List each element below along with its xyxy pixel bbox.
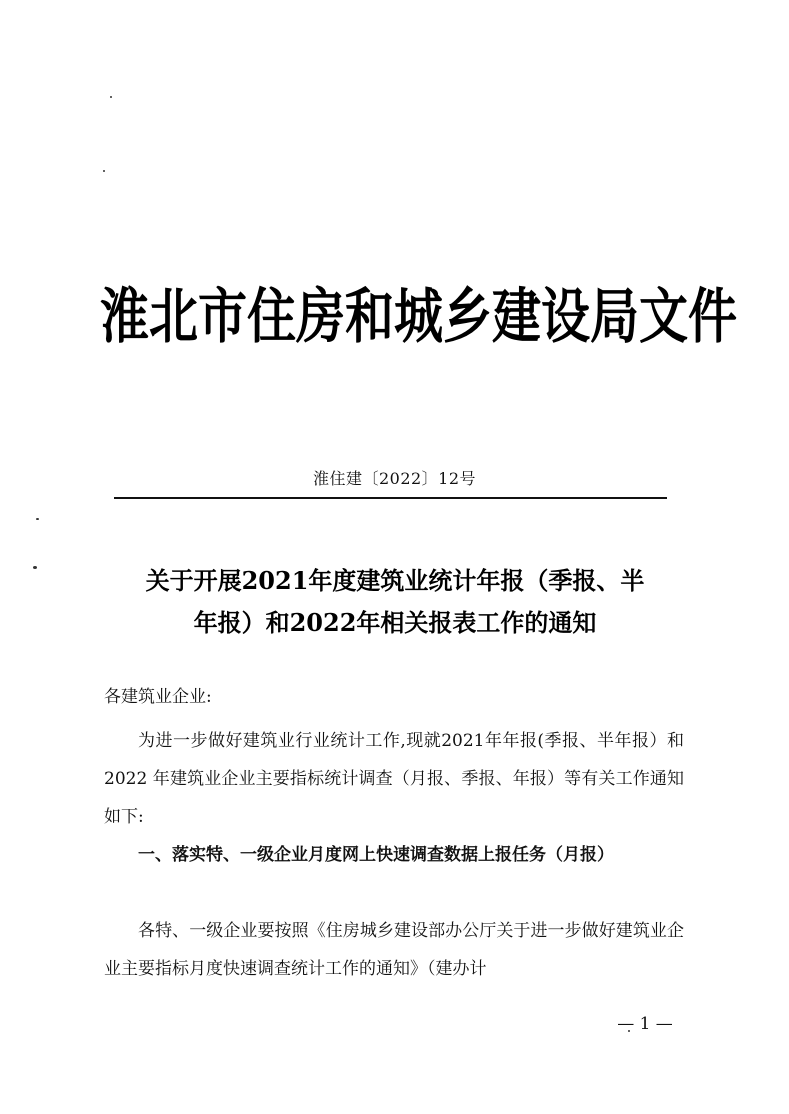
notice-title-line-2: 年报）和2022年相关报表工作的通知: [193, 608, 597, 637]
section-heading-1: 一、落实特、一级企业月度网上快速调查数据上报任务（月报）: [138, 845, 614, 865]
scan-speck: [110, 96, 112, 98]
notice-title: [90, 560, 700, 644]
scan-speck: [33, 566, 37, 569]
header-divider: [114, 497, 667, 499]
section-1-paragraph: 各特、一级企业要按照《住房城乡建设部办公厅关于进一步做好建筑业企业主要指标月度快速调查统计工作的通知》（建办计: [104, 921, 684, 979]
intro-paragraph: 为进一步做好建筑业行业统计工作,现就2021年年报(季报、半年报）和 2022 年建筑业企业主要指标统计调查（月报、季报、年报）等有关工作通知如下:: [104, 731, 684, 827]
masthead-title: 淮北市住房和城乡建设局文件: [100, 282, 738, 352]
document-number: 淮住建〔2022〕12号: [312, 469, 477, 488]
scan-speck: [103, 170, 105, 172]
page-number: — 1 —: [617, 1014, 673, 1034]
notice-title-line-1: 关于开展2021年度建筑业统计年报（季报、半: [145, 566, 645, 595]
salutation: 各建筑业企业:: [104, 687, 212, 707]
scan-speck: [36, 518, 39, 520]
